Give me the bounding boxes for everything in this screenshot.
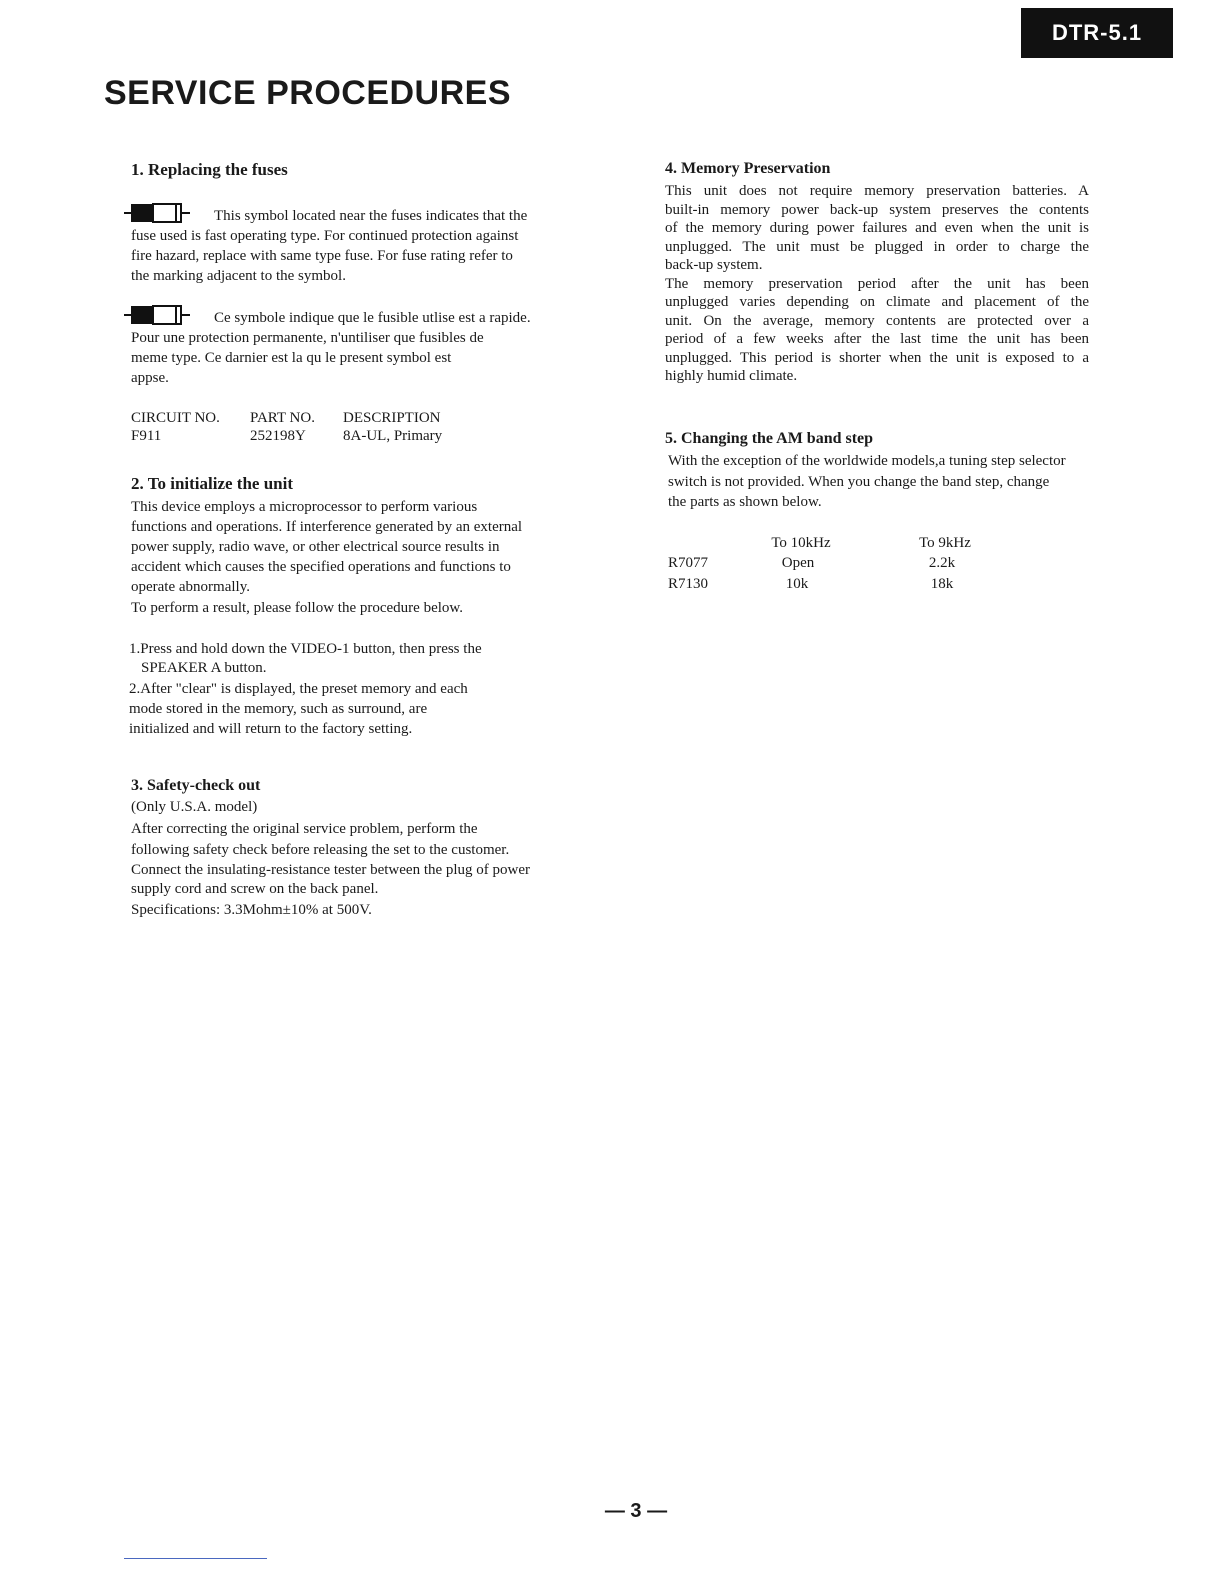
initialize-step-2-cont: mode stored in the memory, such as surround, are [129,701,428,717]
memory-line: back-up system. [665,257,763,273]
initialize-line-2: functions and operations. If interference generated by an external [131,519,523,535]
fuse-table-cell: 252198Y [250,428,306,444]
memory-line: unplugged. This period is shorter when the unit is exposed to a [665,349,1089,366]
am-step-line-1: With the exception of the worldwide models,a tuning step selector [668,453,1066,469]
memory-line: of the memory during power failures and even when the unit is [665,220,1089,236]
fuse-table-header: DESCRIPTION [343,410,441,426]
memory-line: This unit does not require memory preservation batteries. A [665,183,1089,199]
memory-line: unplugged. The unit must be plugged in order to charge the [665,238,1089,255]
am-table-cell: Open [781,555,815,571]
am-table-cell: 2.2k [928,555,956,571]
initialize-line-5: operate abnormally. [131,579,250,595]
safety-line-2: After correcting the original service problem, perform the [131,821,478,837]
am-table-cell: 18k [930,576,954,592]
fuse-en-line-1: This symbol located near the fuses indicates that the [214,208,528,224]
fuse-fr-line-4: appse. [131,370,169,386]
section-3-heading: 3. Safety-check out [131,777,261,794]
am-step-line-2: switch is not provided. When you change the band step, change [668,474,1050,490]
fast-fuse-symbol-icon [124,202,198,224]
safety-specifications: Specifications: 3.3Mohm±10% at 500V. [131,902,372,918]
fuse-en-line-2: fuse used is fast operating type. For continued protection against [131,228,519,244]
safety-line-4: Connect the insulating-resistance tester between the plug of power [131,862,531,878]
memory-line: highly humid climate. [665,368,798,384]
memory-preservation-text [665,182,1089,386]
am-table-part: R7077 [668,555,709,571]
section-2-heading: 2. To initialize the unit [131,474,293,493]
model-tag: DTR-5.1 [1021,8,1173,58]
memory-line: The memory preservation period after the unit has been [665,275,1089,292]
memory-line: period of a few weeks after the last time the unit has been [665,331,1089,347]
safety-line-1: (Only U.S.A. model) [131,799,258,815]
fuse-table-cell: F911 [131,428,162,444]
fuse-table-cell: 8A-UL, Primary [343,428,443,444]
memory-line: unit. On the average, memory contents are protected over a [665,312,1089,329]
section-1-heading: 1. Replacing the fuses [131,160,288,179]
am-table-cell: 10k [785,576,809,592]
fast-fuse-symbol-fr-icon [124,304,198,326]
am-table-part: R7130 [668,576,709,592]
safety-line-5: supply cord and screw on the back panel. [131,881,379,897]
memory-line: unplugged varies depending on climate and placement of the [665,294,1089,310]
fuse-fr-line-2: Pour une protection permanente, n'untiliser que fusibles de [131,330,484,346]
safety-line-3: following safety check before releasing the set to the customer. [131,842,510,858]
section-5-heading: 5. Changing the AM band step [665,430,874,447]
initialize-line-3: power supply, radio wave, or other electrical source results in [131,539,500,555]
initialize-step-2: 2.After "clear" is displayed, the preset memory and each [129,681,468,697]
initialize-line-6: To perform a result, please follow the procedure below. [131,600,464,616]
footer-rule [124,1558,267,1559]
initialize-step-2-cont: initialized and will return to the factory setting. [129,721,413,737]
fuse-en-line-4: the marking adjacent to the symbol. [131,268,346,284]
page-number: — 3 — [604,1500,668,1522]
initialize-line-1: This device employs a microprocessor to perform various [131,499,478,515]
fuse-en-line-3: fire hazard, replace with same type fuse. For fuse rating refer to [131,248,513,264]
am-table-header: To 10kHz [771,535,831,551]
fuse-table-header: PART NO. [250,410,315,426]
am-table-header: To 9kHz [919,535,971,551]
initialize-line-4: accident which causes the specified operations and functions to [131,559,511,575]
initialize-step-1: 1.Press and hold down the VIDEO-1 button, then press the [129,641,482,657]
fuse-fr-line-1: Ce symbole indique que le fusible utlise est a rapide. [214,310,531,326]
page-title: SERVICE PROCEDURES [104,74,512,112]
fuse-fr-line-3: meme type. Ce darnier est la qu le present symbol est [131,350,452,366]
initialize-step-1-cont: SPEAKER A button. [141,660,267,676]
am-step-line-3: the parts as shown below. [668,494,822,510]
memory-line: built-in memory power back-up system preserves the contents [665,201,1089,218]
fuse-table-header: CIRCUIT NO. [131,410,220,426]
section-4-heading: 4. Memory Preservation [665,160,831,177]
